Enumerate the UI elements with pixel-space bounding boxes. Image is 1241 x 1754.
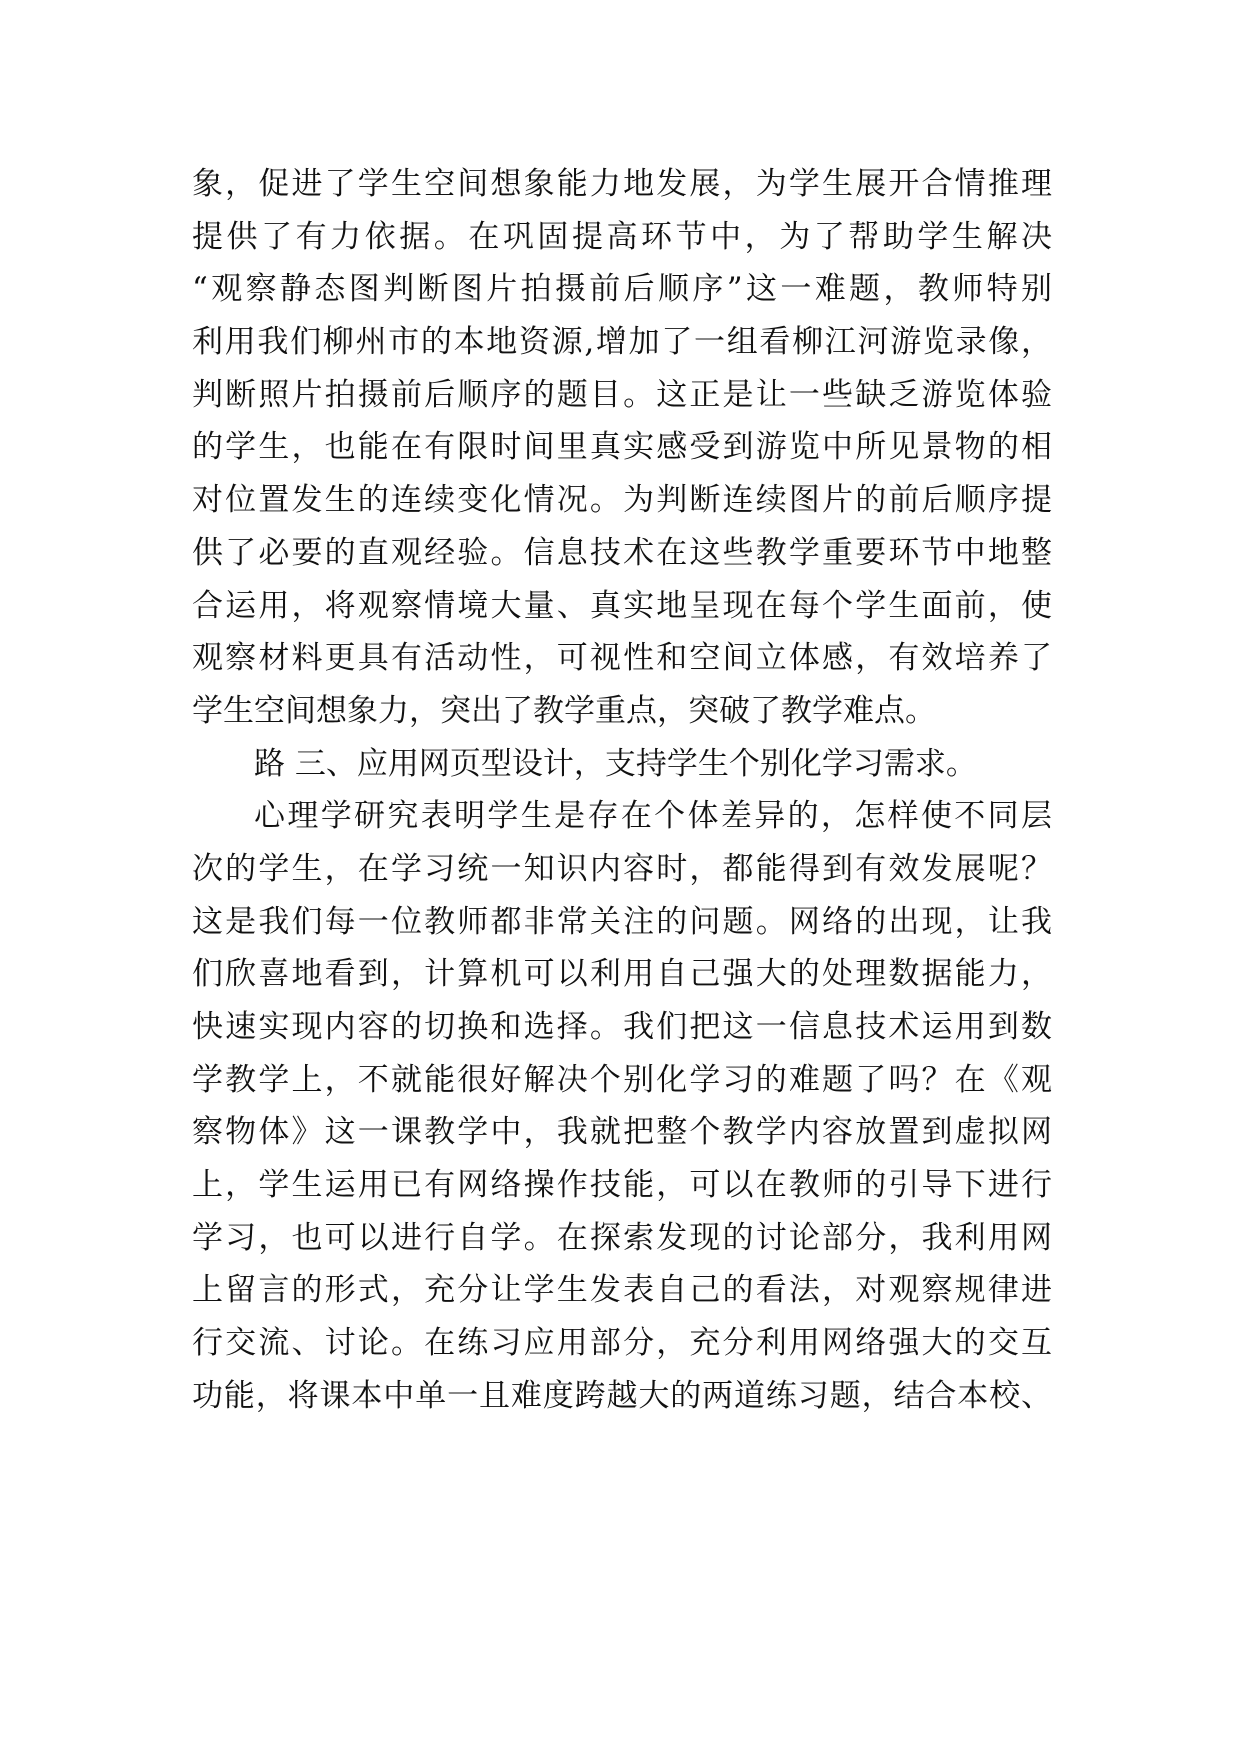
text-line: 利用我们柳州市的本地资源,增加了一组看柳江河游览录像，	[192, 324, 1052, 361]
text-line: 上，学生运用已有网络操作技能，可以在教师的引导下进行	[192, 1167, 1052, 1204]
text-line: 上留言的形式，充分让学生发表自己的看法，对观察规律进	[192, 1272, 1052, 1309]
text-line: 学教学上，不就能很好解决个别化学习的难题了吗？在《观	[192, 1061, 1052, 1098]
text-line: 行交流、讨论。在练习应用部分，充分利用网络强大的交互	[192, 1325, 1052, 1362]
text-line: 判断照片拍摄前后顺序的题目。这正是让一些缺乏游览体验	[192, 376, 1052, 413]
text-line: 这是我们每一位教师都非常关注的问题。网络的出现，让我	[192, 903, 1052, 940]
text-line: 对位置发生的连续变化情况。为判断连续图片的前后顺序提	[192, 482, 1052, 519]
text-line: 快速实现内容的切换和选择。我们把这一信息技术运用到数	[192, 1009, 1052, 1045]
text-line: 学生空间想象力，突出了教学重点，突破了教学难点。	[192, 692, 936, 729]
text-line: 观察材料更具有活动性，可视性和空间立体感，有效培养了	[192, 640, 1052, 677]
text-line: 合运用，将观察情境大量、真实地呈现在每个学生面前，使	[192, 587, 1052, 624]
text-line: 供了必要的直观经验。信息技术在这些教学重要环节中地整	[192, 534, 1052, 571]
text-line: 的学生，也能在有限时间里真实感受到游览中所见景物的相	[192, 429, 1052, 466]
paragraph	[192, 790, 1052, 1422]
paragraph-continuation	[192, 158, 1052, 738]
section-heading: 路 三、应用网页型设计，支持学生个别化学习需求。	[254, 745, 977, 782]
text-line: 学习，也可以进行自学。在探索发现的讨论部分，我利用网	[192, 1219, 1052, 1256]
text-line: 提供了有力依据。在巩固提高环节中，为了帮助学生解决	[192, 218, 1052, 255]
text-line: 察物体》这一课教学中，我就把整个教学内容放置到虚拟网	[192, 1114, 1052, 1151]
text-line: 象，促进了学生空间想象能力地发展，为学生展开合情推理	[192, 166, 1052, 202]
text-line: 们欣喜地看到，计算机可以利用自己强大的处理数据能力，	[192, 956, 1052, 993]
text-line: 功能，将课本中单一且难度跨越大的两道练习题，结合本校、	[192, 1377, 1052, 1414]
text-line: 次的学生，在学习统一知识内容时，都能得到有效发展呢？	[192, 850, 1052, 887]
text-line: “观察静态图判断图片拍摄前后顺序”这一难题，教师特别	[192, 271, 1052, 308]
text-line: 心理学研究表明学生是存在个体差异的，怎样使不同层	[254, 798, 1052, 835]
body-text	[192, 158, 1052, 1423]
